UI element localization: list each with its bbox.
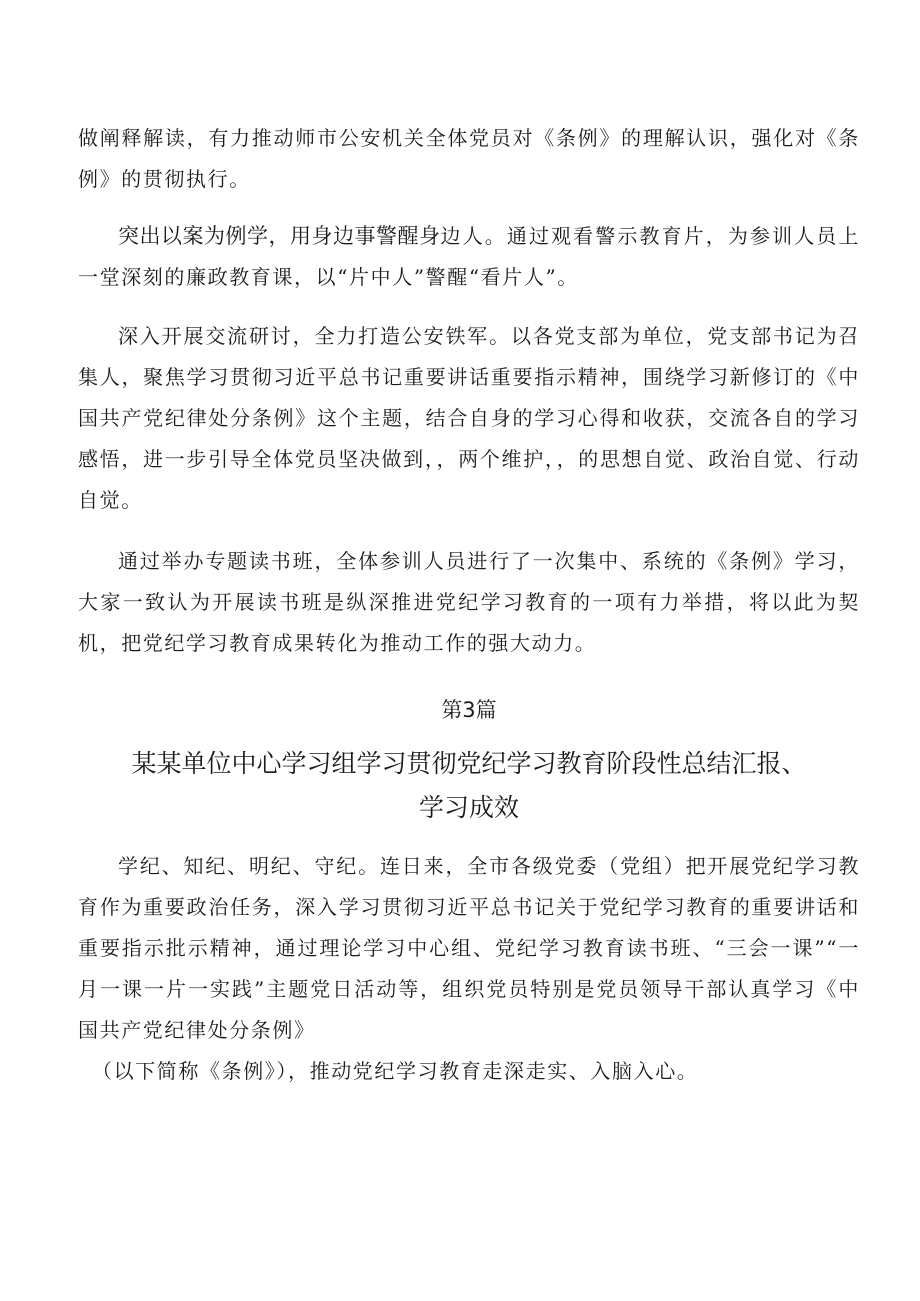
paragraph-intro: 学纪、知纪、明纪、守纪。连日来，全市各级党委（党组）把开展党纪学习教育作为重要政治任务，深入学习贯彻习近平总书记关于党纪学习教育的重要讲话和重要指示批示精神，通过理论学习中心组、党纪学习教育读书班、“三会一课”“一月一课一片一实践”主题党日活动等，组织党员特别是党员领导干部认真学习《中国共产党纪律处分条例》 — [78, 854, 860, 1042]
section-label: 第3篇 — [441, 698, 497, 722]
document-title: 某某单位中心学习组学习贯彻党纪学习教育阶段性总结汇报、学习成效 — [131, 749, 807, 822]
paragraph-continuation: 做阐释解读，有力推动师市公安机关全体党员对《条例》的理解认识，强化对《条例》的贯彻执行。 — [78, 126, 860, 191]
document-page — [78, 118, 860, 1092]
paragraph-abbreviation: （以下简称《条例》），推动党纪学习教育走深走实、入脑入心。 — [92, 1059, 699, 1083]
paragraph-lead-heading: 突出以案为例学，用身边事警醒身 — [118, 224, 441, 248]
paragraph-discussion: 深入开展交流研讨，全力打造公安铁军。以各党支部为单位，党支部书记为召集人，聚焦学习贯彻习近平总书记重要讲话重要指示精神，围绕学习新修订的《中国共产党纪律处分条例》这个主题，结合自身的学习心得和收获，交流各自的学习感悟，进一步引导全体党员坚决做到，，两个维护，，的思想自觉、政治自觉、行动自觉。 — [78, 324, 860, 512]
paragraph-body: 边人。通过观看警示教育片，为参训人员上一堂深刻的廉政教育课，以“片中人”警醒“看片人”。 — [78, 224, 860, 289]
paragraph-reading-class: 通过举办专题读书班，全体参训人员进行了一次集中、系统的《条例》学习，大家一致认为开展读书班是纵深推进党纪学习教育的一项有力举措，将以此为契机，把党纪学习教育成果转化为推动工作的强大动力。 — [78, 549, 860, 655]
paragraph-case-study — [78, 216, 860, 298]
